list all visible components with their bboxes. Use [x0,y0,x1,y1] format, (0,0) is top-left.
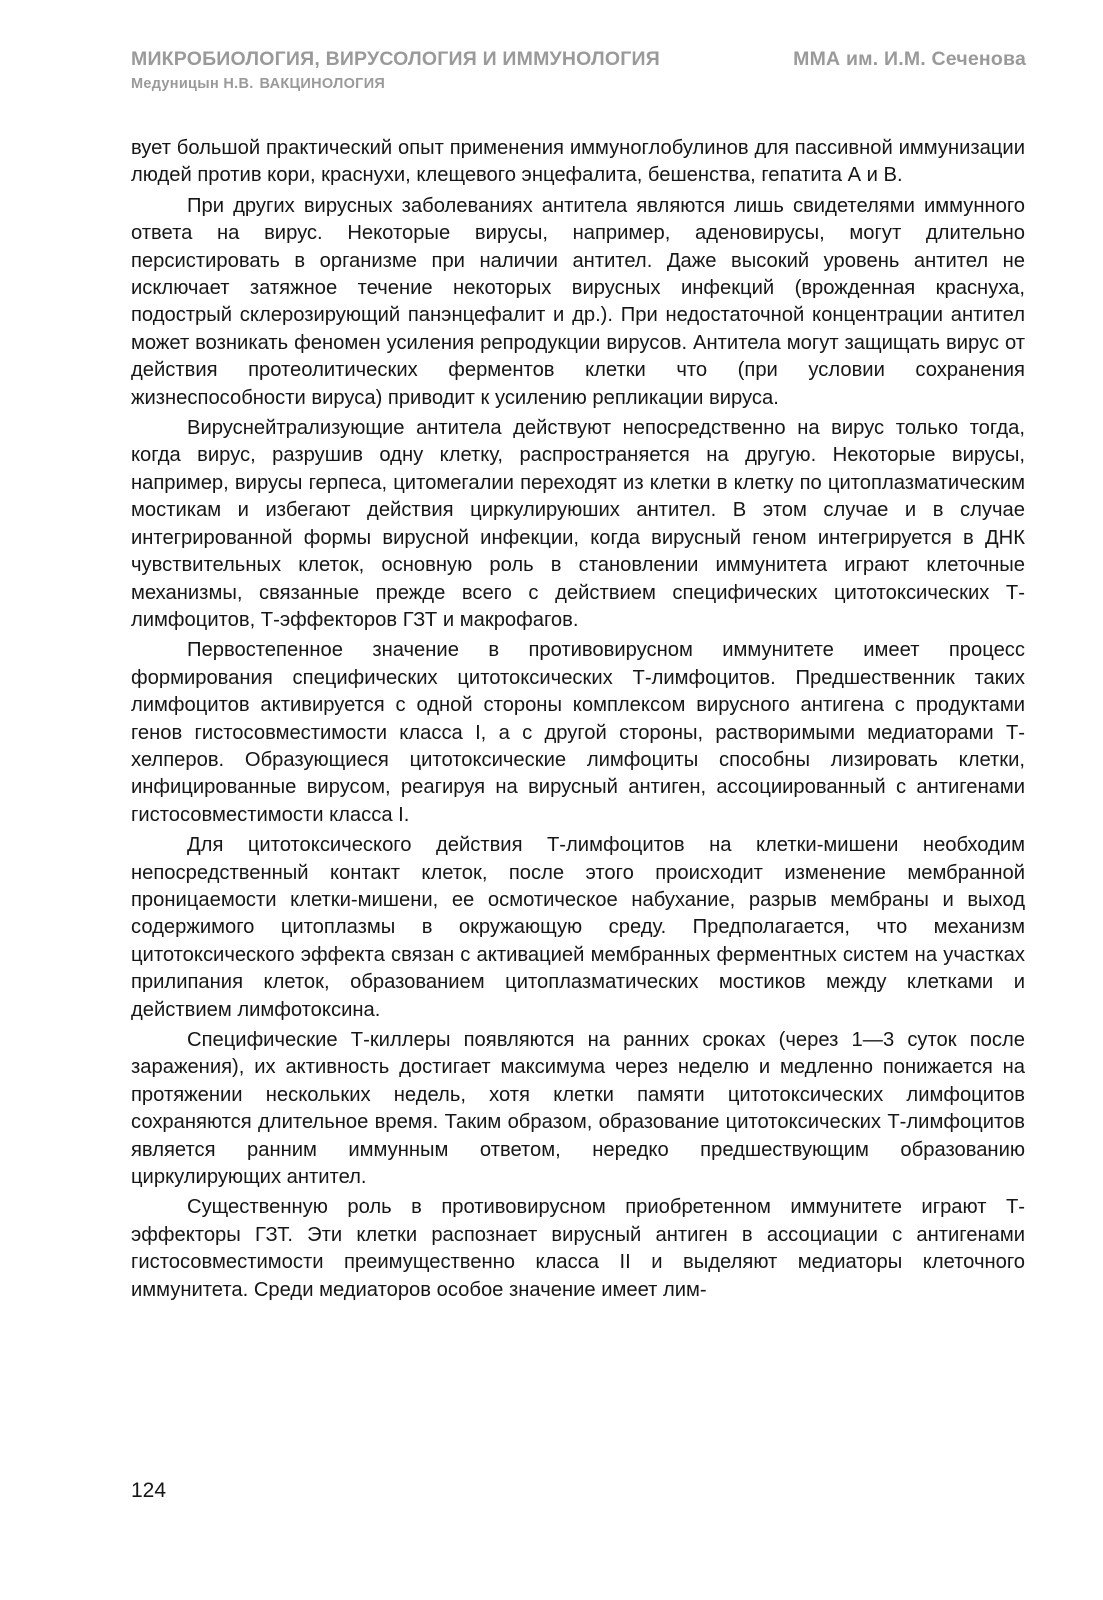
header-top-line [131,46,1026,72]
paragraph: Первостепенное значение в противовирусном иммунитете имеет процесс формирования специфических цитотоксических Т-лимфоцитов. Предшественник таких лимфоцитов активируется с одной стороны комплексом вирусного антигена с продуктами генов гистосовместимости класса I, а с другой стороны, растворимыми медиаторами Т-хелперов. Образующиеся цитотоксические лимфоциты способны лизировать клетки, инфицированные вирусом, реагируя на вирусный антиген, ассоциированный с антигенами гистосовместимости класса I. [131,639,1025,826]
header-bottom-line [131,74,1026,94]
paragraph: Для цитотоксического действия Т-лимфоцитов на клетки-мишени необходим непосредственный контакт клеток, после этого происходит изменение мембранной проницаемости клетки-мишени, ее осмотическое набухание, разрыв мембраны и выход содержимого цитоплазмы в окружающую среду. Предполагается, что механизм цитотоксического эффекта связан с активацией мембранных ферментных систем на участках прилипания клеток, образованием цитоплазматических мостиков между клетками и действием лимфотоксина. [131,834,1025,1021]
page-number: 124 [131,1479,167,1502]
paragraph: При других вирусных заболеваниях антитела являются лишь свидетелями иммунного ответа на вирус. Некоторые вирусы, например, аденовирусы, могут длительно персистировать в организме при наличии антител. Даже высокий уровень антител не исключает затяжное течение некоторых вирусных инфекций (врожденная краснуха, подострый склерозирующий панэнцефалит и др.). При недостаточной концентрации антител может возникать феномен усиления репродукции вирусов. Антитела могут защищать вирус от действия протеолитических ферментов клетки что (при условии сохранения жизнеспособности вируса) приводит к усилению репликации вируса. [131,194,1025,409]
paragraph: Специфические Т-киллеры появляются на ранних сроках (через 1—3 суток после заражения), их активность достигает максимума через неделю и медленно понижается на протяжении нескольких недель, хотя клетки памяти цитотоксических лимфоцитов сохраняются длительное время. Таким образом, образование цитотоксических Т-лимфоцитов является ранним иммунным ответом, нередко предшествующим образованию циркулирующих антител. [131,1029,1025,1189]
paragraph: Вируснейтрализующие антитела действуют непосредственно на вирус только тогда, когда вирус, разрушив одну клетку, распространяется на другую. Некоторые вирусы, например, вирусы герпеса, цитомегалии переходят из клетки в клетку по цитоплазматическим мостикам и избегают действия циркулируюших антител. В этом случае и в случае интегрированной формы вирусной инфекции, когда вирусный геном интегрируется в ДНК чувствительных клеток, основную роль в становлении иммунитета играют клеточные механизмы, связанные прежде всего с действием специфических цитотоксических Т-лимфоцитов, Т-эффекторов ГЗТ и макрофагов. [131,417,1025,631]
book-series-title: МИКРОБИОЛОГИЯ, ВИРУСОЛОГИЯ И ИММУНОЛОГИЯ [131,48,660,70]
author-name: Медуницын Н.В. [131,76,254,92]
paragraph: Существенную роль в противовирусном приобретенном иммунитете играют Т-эффекторы ГЗТ. Эти клетки распознает вирусный антиген в ассоциации с антигенами гистосовместимости преимущественно класса II и выделяют медиаторы клеточного иммунитета. Среди медиаторов особое значение имеет лим- [131,1196,1025,1301]
paragraph-continuation: вует большой практический опыт применения иммуноглобулинов для пассивной иммунизации людей против кори, краснухи, клещевого энцефалита, бешенства, гепатита А и В. [131,137,1025,187]
book-title: ВАКЦИНОЛОГИЯ [259,76,386,92]
running-header [131,46,1026,94]
publisher-name: ММА им. И.М. Сеченова [793,48,1026,70]
body-text [131,135,1025,1304]
